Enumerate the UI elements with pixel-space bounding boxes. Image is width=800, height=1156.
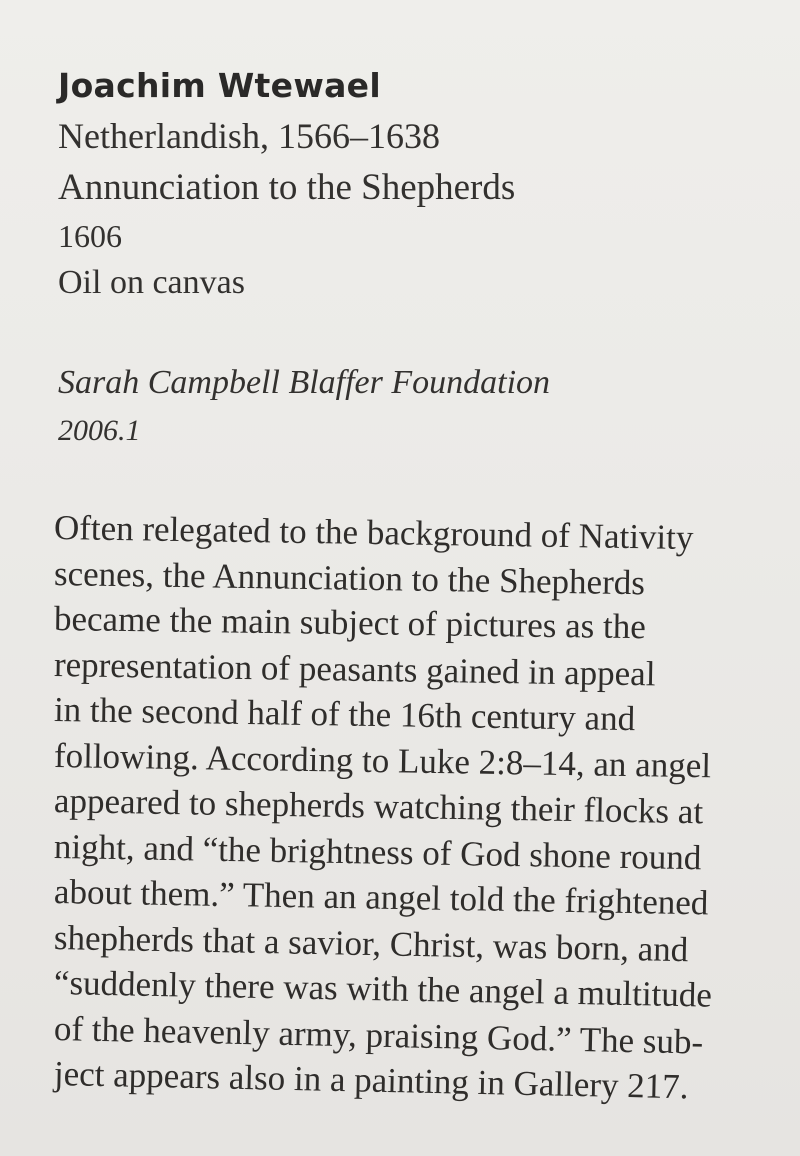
description-line: of the heavenly army, praising God.” The sub- [53,1008,704,1062]
description-line: scenes, the Annunciation to the Shepherds [53,553,646,602]
description-line: Often relegated to the background of Nativity [53,508,694,558]
description-line: in the second half of the 16th century and [53,690,636,739]
description-text [53,505,784,1107]
description-line: appeared to shepherds watching their flocks at [53,781,704,832]
artist-name: Joachim Wtewael [58,66,381,105]
description-line: representation of peasants gained in appeal [53,644,656,693]
description-line: shepherds that a savior, Christ, was born, and [53,917,689,969]
description-line: “suddenly there was with the angel a multitude [53,963,713,1015]
artwork-title: Annunciation to the Shepherds [58,167,516,208]
description-line: became the main subject of pictures as the [53,599,647,647]
description-line: about them.” Then an angel told the frightened [53,872,709,923]
artist-nationality-dates: Netherlandish, 1566–1638 [58,116,440,156]
description-line: following. According to Luke 2:8–14, an angel [53,735,712,785]
description-line: ject appears also in a painting in Gallery 217. [53,1054,689,1107]
artwork-medium: Oil on canvas [58,264,245,301]
accession-number: 2006.1 [58,414,141,447]
description-line: night, and “the brightness of God shone round [53,826,702,877]
credit-line: Sarah Campbell Blaffer Foundation [58,364,551,401]
artwork-year: 1606 [58,218,122,254]
